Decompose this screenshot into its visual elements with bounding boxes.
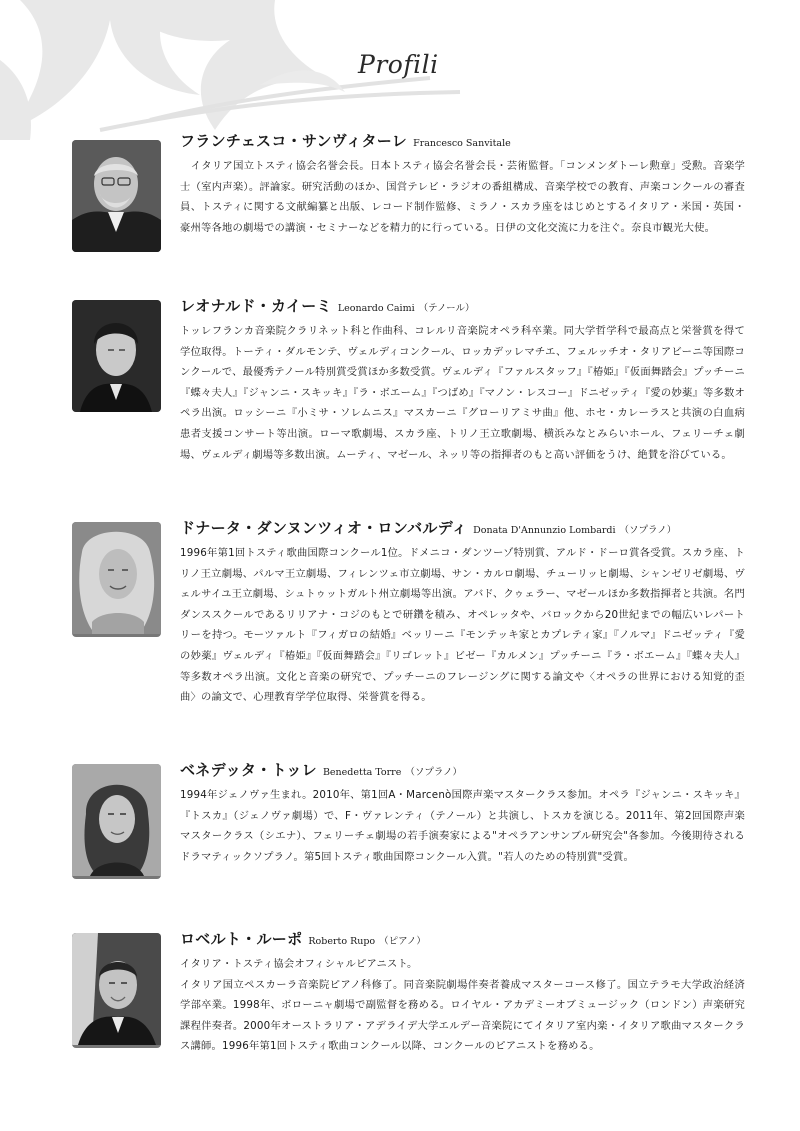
profile-name bbox=[180, 761, 745, 782]
name-japanese: レオナルド・カイーミ bbox=[180, 297, 332, 315]
voice-part: （ソプラノ） bbox=[619, 525, 677, 536]
voice-part: （ピアノ） bbox=[379, 936, 426, 947]
name-latin: Donata D'Annunzio Lombardi bbox=[473, 525, 616, 536]
name-japanese: ベネデッタ・トッレ bbox=[180, 761, 317, 779]
profile-bio: 1996年第1回トスティ歌曲国際コンクール1位。ドメニコ・ダンツーゾ特別賞、アルド・ドーロ賞各受賞。スカラ座、トリノ王立劇場、パルマ王立劇場、フィレンツェ市立劇場、サン・カルロ劇場、チューリッヒ劇場、シャンゼリゼ劇場、ヴェルサイユ王立劇場、シュトゥットガルト州立劇場等出演。アバド、クゥェラー、マゼールほか多数指揮者と共演。名門ダンススクールであるリリアナ・コジのもとで研鑽を積み、オペレッタや、バロックから20世紀までの幅広いレパートリーを持つ。モーツァルト『フィガロの結婚』ベッリーニ『モンテッキ家とカプレティ家』『ノルマ』ドニゼッティ『愛の妙薬』ヴェルディ『椿姫』『仮面舞踏会』『リゴレット』ビゼー『カルメン』プッチーニ『ラ・ボエーム』『蝶々夫人』等多数オペラ出演。文化と音楽の研究で、プッチーニのフレージングに関する論文や〈オペラの世界における知覚的歪曲〉の論文で、心理教育学学位取得、栄誉賞を得る。 bbox=[180, 547, 745, 704]
name-japanese: ドナータ・ダンヌンツィオ・ロンバルディ bbox=[180, 519, 468, 537]
name-latin: Roberto Rupo bbox=[308, 936, 376, 947]
profile-name bbox=[180, 519, 745, 540]
name-latin: Benedetta Torre bbox=[322, 767, 402, 778]
name-japanese: フランチェスコ・サンヴィターレ bbox=[180, 132, 408, 150]
portrait-photo bbox=[72, 522, 161, 637]
page-title: Profili bbox=[358, 50, 439, 79]
voice-part: （ソプラノ） bbox=[405, 767, 463, 778]
portrait-photo bbox=[72, 933, 161, 1048]
profile-bio: トッレフランカ音楽院クラリネット科と作曲科、コレルリ音楽院オペラ科卒業。同大学哲学科で最高点と栄誉賞を得て学位取得。トーティ・ダルモンテ、ヴェルディコンクール、ロッカデッレマチエ、フェルッチオ・タリアビーニ等国際コンクールで、最優秀テノール特別賞受賞ほか多数受賞。ヴェルディ『ファルスタッフ』『椿姫』『仮面舞踏会』プッチーニ『蝶々夫人』『ジャンニ・スキッキ』『ラ・ボエーム』『つばめ』『マノン・レスコー』ドニゼッティ『愛の妙薬』等多数オペラ出演。ロッシーニ『小ミサ・ソレムニス』マスカーニ『グローリアミサ曲』他、ホセ・カレーラスと共演の白血病患者支援コンサート等出演。ローマ歌劇場、スカラ座、トリノ王立歌劇場、横浜みなとみらいホール、フェリーチェ劇場、ヴェルディ劇場等多数出演。ムーティ、マゼール、ネッリ等の指揮者のもと高い評価をうけ、絶賛を浴びている。 bbox=[180, 325, 745, 461]
portrait-photo bbox=[72, 140, 161, 252]
profile-bio: イタリア・トスティ協会オフィシャルピアニスト。 イタリア国立ペスカーラ音楽院ピアノ科修了。同音楽院劇場伴奏者養成マスターコース修了。国立テラモ大学政治経済学部卒業。1998年、ボローニャ劇場で副監督を務める。ロイヤル・アカデミーオブミュージック（ロンドン）声楽研究課程伴奏者。2000年オーストラリア・アデライデ大学エルデー音楽院にてイタリア室内楽・イタリア歌曲マスタークラス講師。1996年第1回トスティ歌曲コンクール以降、コンクールのピアニストを務める。 bbox=[180, 958, 745, 1053]
profile-name bbox=[180, 297, 745, 318]
name-latin: Francesco Sanvitale bbox=[413, 138, 511, 149]
profile-name bbox=[180, 132, 745, 153]
portrait-photo bbox=[72, 300, 161, 412]
profile-name bbox=[180, 930, 745, 951]
portrait-photo bbox=[72, 764, 161, 879]
name-latin: Leonardo Caimi bbox=[337, 303, 415, 314]
profile-bio: 1994年ジェノヴァ生まれ。2010年、第1回A・Marcenò国際声楽マスタークラス参加。オペラ『ジャンニ・スキッキ』『トスカ』（ジェノヴァ劇場）で、F・ヴァレンティ（テノール）と共演し、トスカを演じる。2011年、第2回国際声楽マスタークラス（シエナ）、フェリーチェ劇場の若手演奏家による"オペラアンサンブル研究会"各参加。今後期待されるドラマティックソプラノ。第5回トスティ歌曲国際コンクール入賞。"若人のための特別賞"受賞。 bbox=[180, 789, 745, 863]
voice-part: （テノール） bbox=[418, 303, 475, 314]
name-japanese: ロベルト・ルーポ bbox=[180, 930, 303, 948]
profile-bio: イタリア国立トスティ協会名誉会長。日本トスティ協会名誉会長・芸術監督。「コンメンダトーレ勲章」受勲。音楽学士（室内声楽）。評論家。研究活動のほか、国営テレビ・ラジオの番組構成、音楽学校での教育、声楽コンクールの審査員、トスティに関する文献編纂と出版、レコード制作監修、ミラノ・スカラ座をはじめとするイタリア・米国・英国・豪州等各地の劇場での講演・セミナーなどを精力的に行っている。日伊の文化交流に力を注ぐ。奈良市観光大使。 bbox=[180, 160, 745, 234]
